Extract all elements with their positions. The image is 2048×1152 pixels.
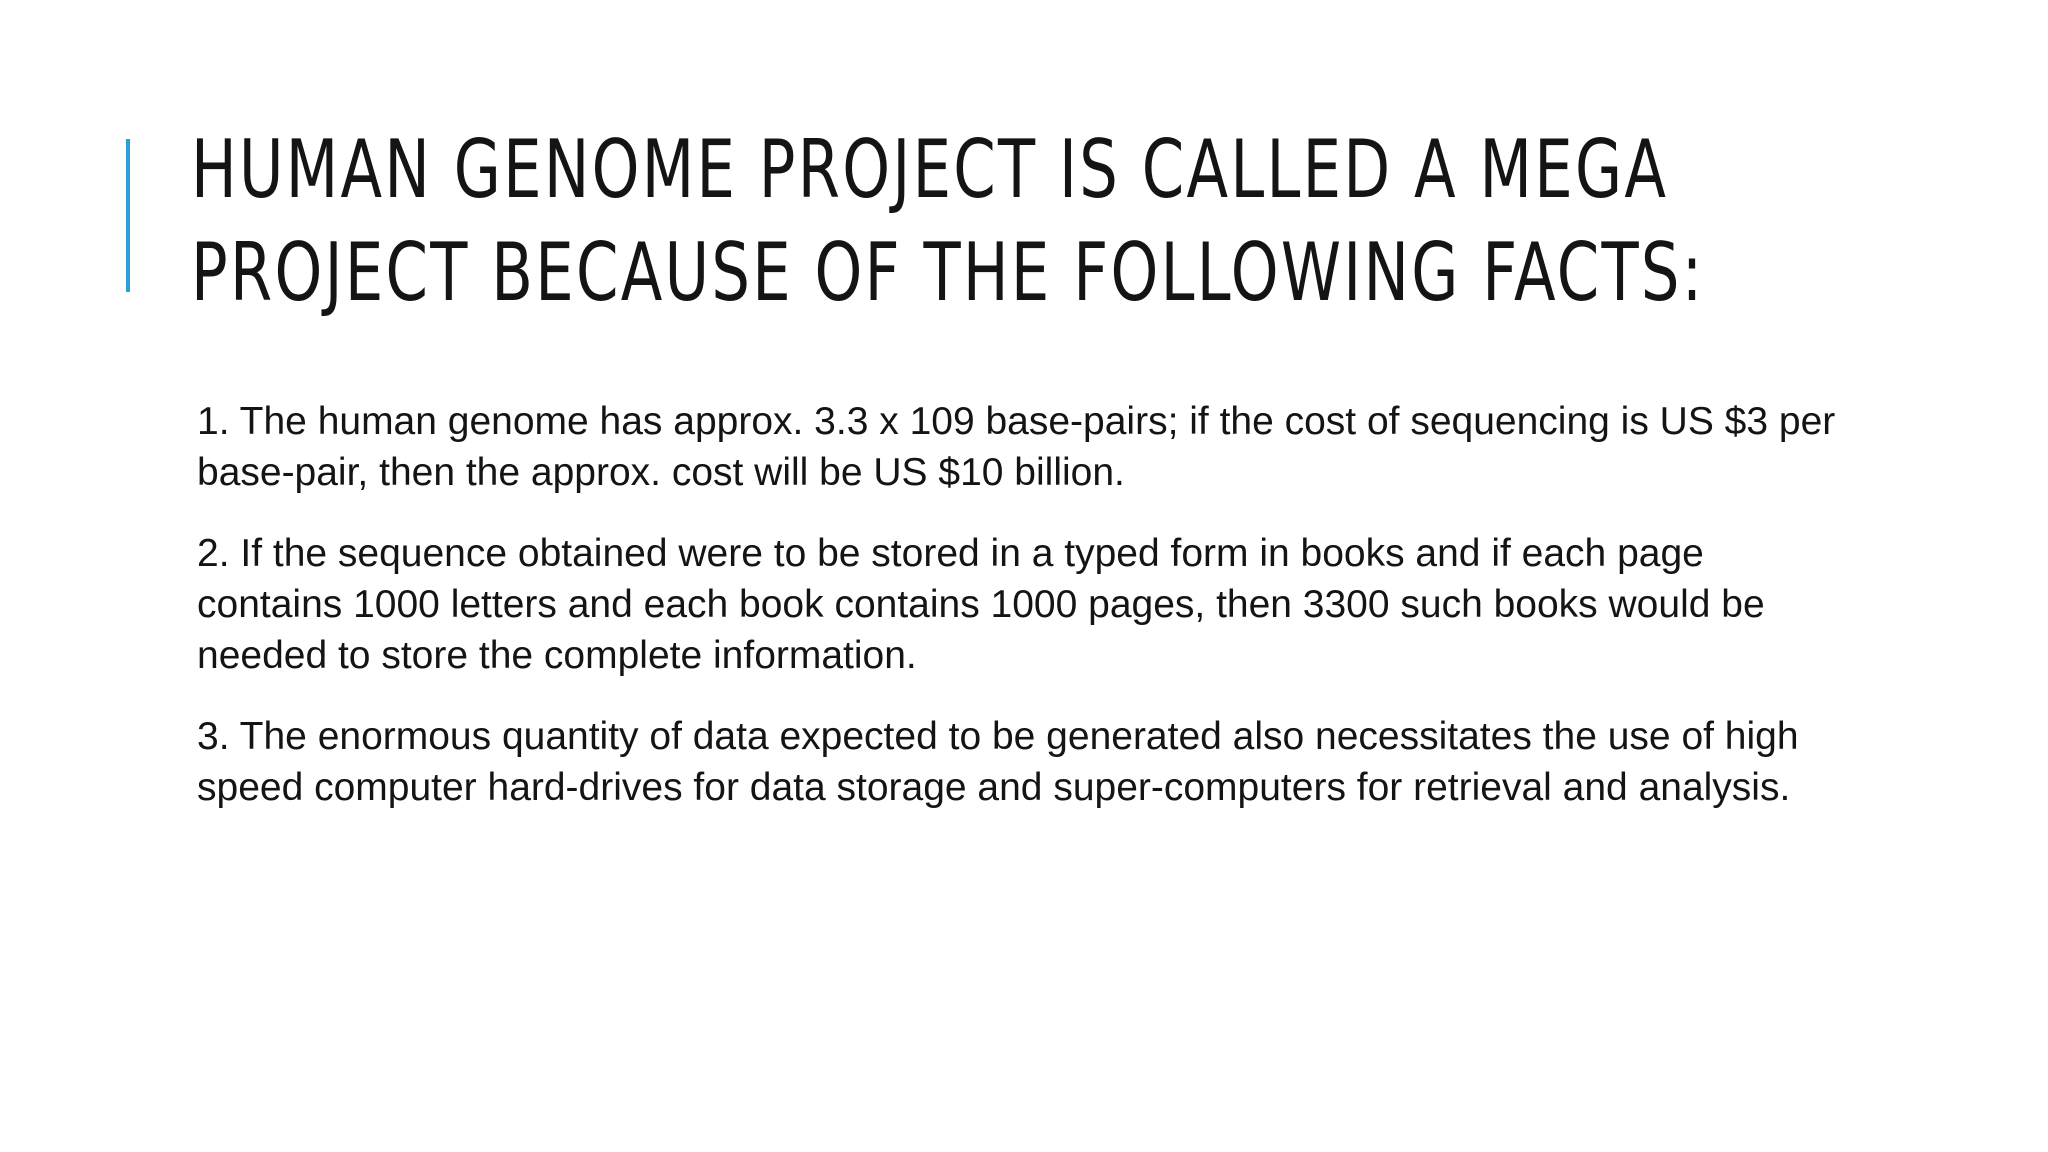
title-accent-bar	[126, 139, 130, 292]
slide-title-line-2: PROJECT BECAUSE OF THE FOLLOWING FACTS:	[191, 226, 1705, 319]
slide-body	[197, 396, 1837, 843]
fact-paragraph-3: 3. The enormous quantity of data expected to be generated also necessitates the use of high speed computer hard-drives for data storage and super-computers for retrieval and analysis.	[197, 715, 1799, 809]
fact-paragraph-1: 1. The human genome has approx. 3.3 x 109 base-pairs; if the cost of sequencing is US $3 per base-pair, then the approx. cost will be US $10 billion.	[197, 400, 1836, 494]
fact-paragraph-2: 2. If the sequence obtained were to be stored in a typed form in books and if each page contains 1000 letters and each book contains 1000 pages, then 3300 such books would be needed to store the complete information.	[197, 532, 1765, 677]
slide-title	[191, 118, 1705, 324]
slide-title-line-1: HUMAN GENOME PROJECT IS CALLED A MEGA	[191, 123, 1669, 216]
